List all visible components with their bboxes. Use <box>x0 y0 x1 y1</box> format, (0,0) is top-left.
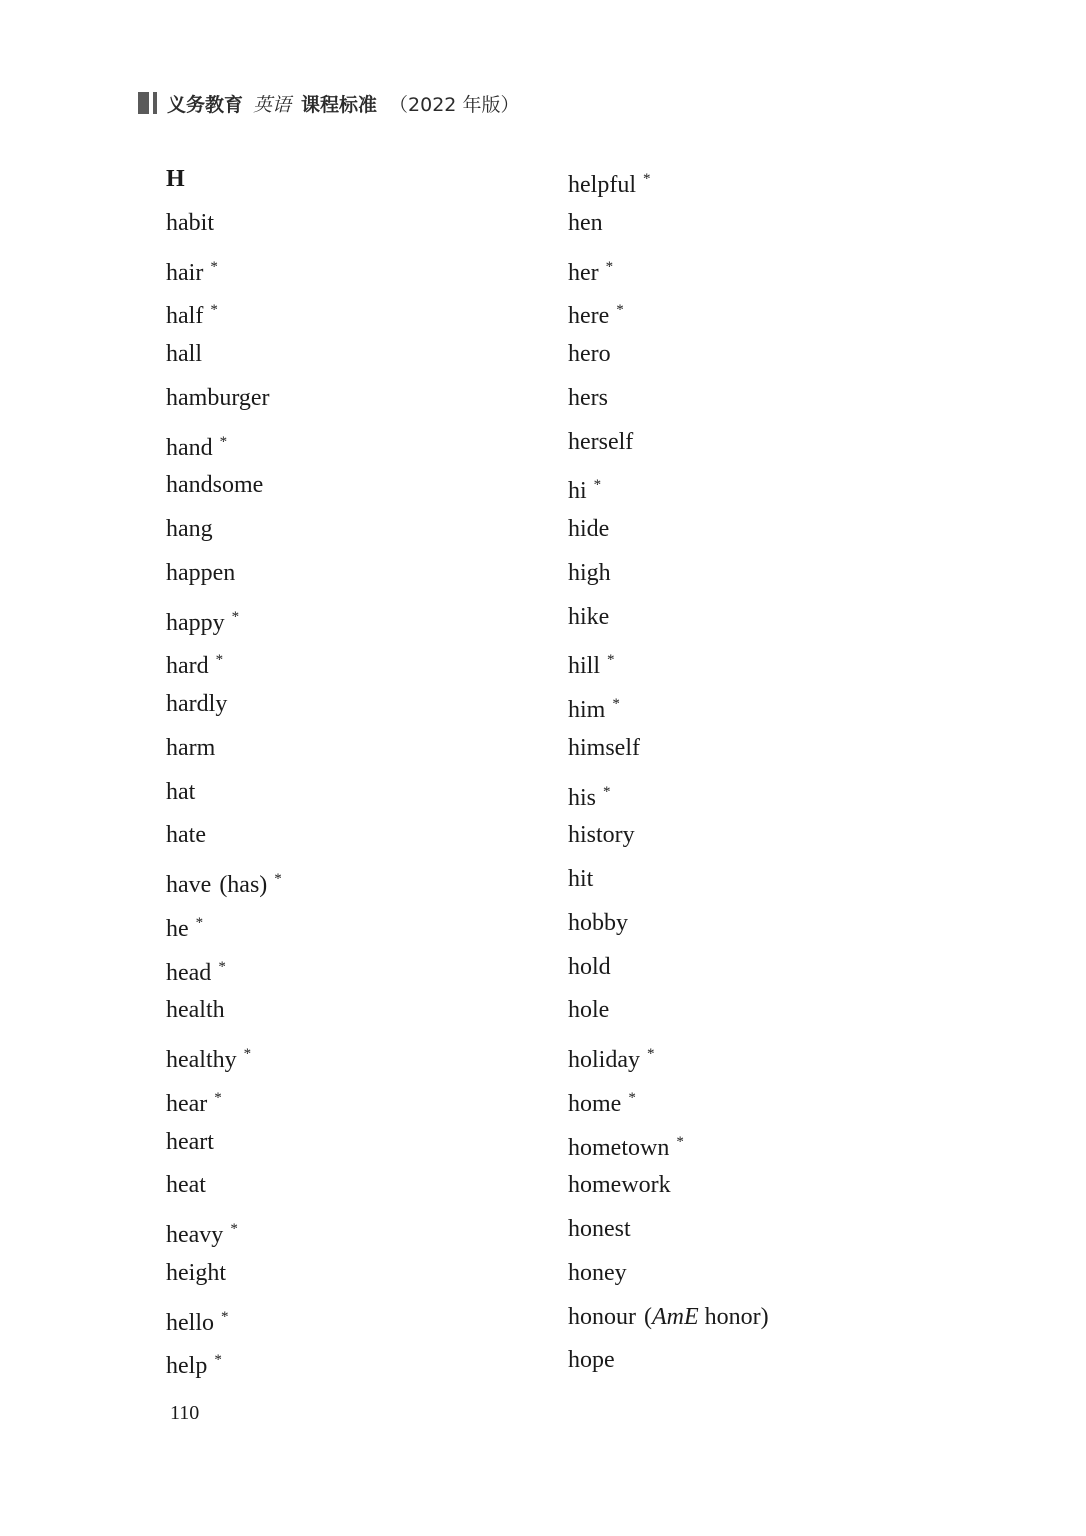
running-header <box>138 88 519 118</box>
word-text: hate <box>166 822 206 849</box>
word-text: his <box>568 784 597 811</box>
asterisk-mark: * <box>195 914 204 931</box>
word-entry <box>568 948 769 992</box>
word-text: hard <box>166 653 209 680</box>
word-text: heat <box>166 1172 206 1199</box>
word-entry <box>568 1166 769 1210</box>
word-text: habit <box>166 209 214 236</box>
asterisk-mark: * <box>210 258 218 275</box>
word-text: hobby <box>568 909 628 936</box>
word-entry <box>166 773 282 817</box>
asterisk-mark: * <box>612 696 620 712</box>
word-text: hole <box>568 997 610 1024</box>
word-text: half <box>166 303 204 330</box>
word-entry <box>166 248 282 292</box>
asterisk-mark: * <box>274 871 282 887</box>
word-text: hamburger <box>166 384 270 411</box>
word-text: hero <box>568 341 611 367</box>
word-text: hope <box>568 1347 615 1374</box>
word-entry <box>568 1123 769 1167</box>
page-number: 110 <box>170 1402 200 1424</box>
word-text: hold <box>568 953 611 980</box>
word-text: healthy <box>166 1047 237 1073</box>
word-entry <box>568 816 769 860</box>
word-entry <box>166 860 282 904</box>
asterisk-mark: * <box>607 652 615 669</box>
word-entry <box>568 773 769 817</box>
word-text: hair <box>166 259 204 286</box>
word-text: herself <box>568 428 634 455</box>
word-text: hi <box>568 478 587 505</box>
word-entry <box>166 291 282 335</box>
word-entry <box>166 1035 282 1079</box>
asterisk-mark: * <box>593 477 602 494</box>
asterisk-mark: * <box>214 1089 222 1106</box>
word-text: hike <box>568 603 610 630</box>
word-entry <box>568 379 769 423</box>
word-entry <box>568 510 769 554</box>
word-list-left-column <box>166 160 282 1385</box>
word-text: hang <box>166 516 213 542</box>
word-entry <box>568 860 769 904</box>
word-entry <box>568 291 769 335</box>
asterisk-mark: * <box>231 608 240 625</box>
word-entry <box>166 1123 282 1167</box>
word-text: home <box>568 1090 622 1117</box>
word-text: hide <box>568 516 610 542</box>
word-text: hand <box>166 434 213 461</box>
word-variant-note: (has) <box>219 872 268 898</box>
word-entry <box>166 641 282 685</box>
word-entry <box>568 204 769 248</box>
word-entry <box>166 1166 282 1210</box>
word-entry <box>568 904 769 948</box>
word-text: high <box>568 559 611 586</box>
asterisk-mark: * <box>221 1308 229 1325</box>
word-entry <box>166 991 282 1035</box>
header-edition: （2022 年版） <box>389 93 520 116</box>
word-entry <box>166 554 282 598</box>
word-text: hat <box>166 778 196 805</box>
word-entry <box>568 1298 769 1342</box>
header-subject: 英语 <box>253 93 292 116</box>
word-text: hear <box>166 1090 208 1117</box>
word-text: homework <box>568 1172 671 1199</box>
word-text: he <box>166 915 189 942</box>
word-entry <box>166 729 282 773</box>
word-text: helpful <box>568 172 636 198</box>
asterisk-mark: * <box>230 1221 238 1237</box>
word-entry <box>166 904 282 948</box>
word-entry <box>568 1341 769 1385</box>
word-text: hometown <box>568 1134 670 1161</box>
word-text: here <box>568 303 610 330</box>
word-entry <box>166 510 282 554</box>
word-variant-note-open: ( <box>644 1303 652 1330</box>
word-entry <box>568 685 769 729</box>
word-entry <box>568 598 769 642</box>
asterisk-mark: * <box>214 1352 222 1369</box>
word-text: head <box>166 959 212 986</box>
word-entry <box>166 204 282 248</box>
word-entry <box>166 948 282 992</box>
word-entry <box>166 335 282 379</box>
word-entry <box>568 248 769 292</box>
word-text: harm <box>166 734 216 761</box>
header-bar-icon <box>138 92 157 114</box>
word-text: heavy <box>166 1222 224 1248</box>
asterisk-mark: * <box>676 1133 684 1150</box>
word-text: help <box>166 1353 208 1380</box>
word-text: happen <box>166 559 236 586</box>
word-entry <box>568 1035 769 1079</box>
word-text: him <box>568 697 606 723</box>
word-text: health <box>166 997 225 1024</box>
asterisk-mark: * <box>219 433 228 450</box>
word-variant-region: AmE <box>652 1303 699 1330</box>
word-variant-spelling: honor) <box>698 1303 769 1330</box>
section-letter-heading <box>166 160 282 204</box>
word-text: honey <box>568 1259 627 1286</box>
asterisk-mark: * <box>605 258 614 275</box>
word-entry <box>166 1079 282 1123</box>
asterisk-mark: * <box>215 652 224 669</box>
word-text: hello <box>166 1309 214 1336</box>
word-text: hit <box>568 866 594 892</box>
word-entry <box>166 379 282 423</box>
word-entry <box>568 1254 769 1298</box>
word-text: heart <box>166 1128 214 1155</box>
word-list-right-column <box>568 160 769 1385</box>
asterisk-mark: * <box>628 1089 636 1106</box>
word-entry <box>568 335 769 379</box>
word-text: honour <box>568 1303 636 1330</box>
word-text: holiday <box>568 1047 640 1073</box>
section-letter: H <box>166 166 185 192</box>
word-entry <box>568 160 769 204</box>
word-text: history <box>568 822 635 849</box>
asterisk-mark: * <box>243 1046 252 1062</box>
word-entry <box>166 1210 282 1254</box>
word-text: height <box>166 1259 226 1286</box>
word-text: himself <box>568 734 640 761</box>
word-text: hers <box>568 384 608 411</box>
word-entry <box>166 423 282 467</box>
word-entry <box>166 598 282 642</box>
word-text: hall <box>166 341 202 367</box>
asterisk-mark: * <box>647 1046 655 1062</box>
word-entry <box>166 1254 282 1298</box>
word-entry <box>166 816 282 860</box>
asterisk-mark: * <box>642 171 651 187</box>
word-text: hill <box>568 653 601 680</box>
word-text: handsome <box>166 472 264 499</box>
word-text: have <box>166 872 212 898</box>
word-text: hardly <box>166 691 228 717</box>
word-entry <box>568 423 769 467</box>
word-text: her <box>568 259 599 286</box>
asterisk-mark: * <box>603 783 611 800</box>
word-entry <box>568 1079 769 1123</box>
asterisk-mark: * <box>218 958 226 975</box>
word-text: happy <box>166 609 225 636</box>
word-entry <box>166 1298 282 1342</box>
word-entry <box>568 991 769 1035</box>
word-entry <box>568 641 769 685</box>
word-text: honest <box>568 1216 631 1242</box>
word-entry <box>166 466 282 510</box>
header-title: 课程标准 <box>301 93 378 116</box>
word-entry <box>568 1210 769 1254</box>
header-series: 义务教育 <box>167 93 244 116</box>
asterisk-mark: * <box>616 302 624 319</box>
word-entry <box>568 554 769 598</box>
asterisk-mark: * <box>210 302 218 319</box>
word-text: hen <box>568 209 603 236</box>
word-entry <box>568 729 769 773</box>
word-entry <box>166 1341 282 1385</box>
word-entry <box>166 685 282 729</box>
word-entry <box>568 466 769 510</box>
